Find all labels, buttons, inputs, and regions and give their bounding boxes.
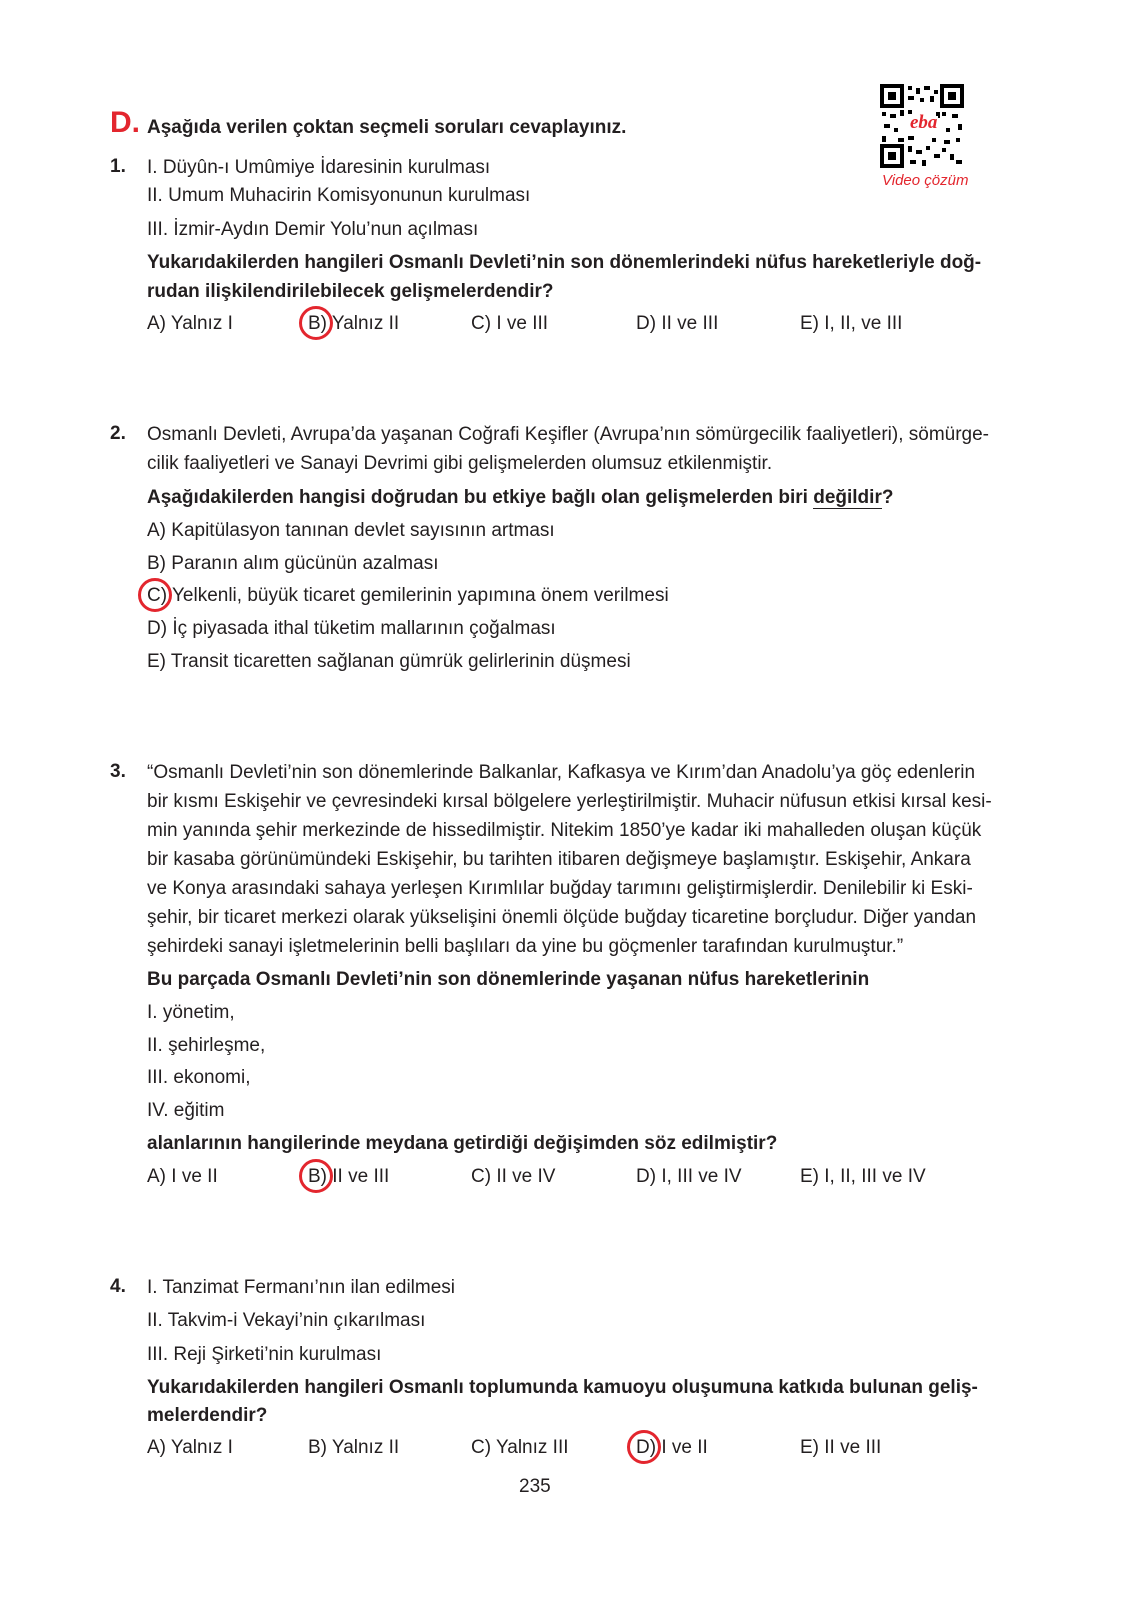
- qr-code[interactable]: [880, 84, 964, 168]
- q2-stem-end: ?: [881, 487, 894, 508]
- q1-answer-mark: [299, 306, 333, 340]
- q4-option-b[interactable]: B) Yalnız II: [308, 1437, 400, 1458]
- q3-option-b[interactable]: B) II ve III: [308, 1166, 390, 1187]
- video-solution-link[interactable]: Video çözüm: [882, 172, 969, 189]
- q3-stem-1: Bu parçada Osmanlı Devleti’nin son dönemlerinde yaşanan nüfus hareketlerinin: [147, 969, 870, 990]
- q3-option-e[interactable]: E) I, II, III ve IV: [800, 1166, 926, 1187]
- q1-stem-line-2: rudan ilişkilendirilebilecek gelişmelerdendir?: [147, 281, 554, 302]
- q3-item-3: III. ekonomi,: [147, 1067, 251, 1088]
- q3-option-c[interactable]: C) II ve IV: [471, 1166, 556, 1187]
- q3-passage-line-6: şehir, bir ticaret merkezi olarak yükselişini önemli ölçüde buğday ticaretine borçludur. Diğer yandan: [147, 907, 977, 928]
- question-1-number: 1.: [110, 156, 126, 177]
- q1-item-2: II. Umum Muhacirin Komisyonunun kurulması: [147, 185, 531, 206]
- q3-passage-line-1: “Osmanlı Devleti’nin son dönemlerinde Balkanlar, Kafkasya ve Kırım’dan Anadolu’ya göç edenlerin: [147, 762, 976, 783]
- q1-option-d[interactable]: D) II ve III: [636, 313, 719, 334]
- q3-item-2: II. şehirleşme,: [147, 1035, 266, 1056]
- q4-option-a[interactable]: A) Yalnız I: [147, 1437, 233, 1458]
- q2-option-c[interactable]: C) Yelkenli, büyük ticaret gemilerinin yapımına önem verilmesi: [147, 585, 669, 606]
- q1-option-a[interactable]: A) Yalnız I: [147, 313, 233, 334]
- q2-stem: [147, 486, 893, 510]
- q2-option-a[interactable]: A) Kapitülasyon tanınan devlet sayısının artması: [147, 520, 555, 541]
- q3-answer-mark: [299, 1159, 333, 1193]
- q2-text-line-2: cilik faaliyetleri ve Sanayi Devrimi gibi gelişmelerden olumsuz etkilenmiştir.: [147, 453, 773, 474]
- q2-option-b[interactable]: B) Paranın alım gücünün azalması: [147, 553, 439, 574]
- q4-answer-mark: [627, 1430, 661, 1464]
- q4-option-c[interactable]: C) Yalnız III: [471, 1437, 569, 1458]
- q2-text-line-1: Osmanlı Devleti, Avrupa’da yaşanan Coğrafi Keşifler (Avrupa’nın sömürgecilik faaliyetleri), sömürge-: [147, 424, 990, 445]
- q4-option-e[interactable]: E) II ve III: [800, 1437, 882, 1458]
- q2-stem-main: Aşağıdakilerden hangisi doğrudan bu etkiye bağlı olan gelişmelerden biri: [147, 487, 814, 508]
- question-4-number: 4.: [110, 1276, 126, 1297]
- q3-passage-line-5: ve Konya arasındaki sahaya yerleşen Kırımlılar buğday tarımını geliştirmişlerdir. Denilebilir ki Eski-: [147, 878, 973, 899]
- q1-item-3: III. İzmir-Aydın Demir Yolu’nun açılması: [147, 219, 479, 240]
- q1-stem-line-1: Yukarıdakilerden hangileri Osmanlı Devleti’nin son dönemlerindeki nüfus hareketleriyle doğ-: [147, 252, 982, 273]
- q3-passage-line-4: bir kasaba görünümündeki Eskişehir, bu tarihten itibaren değişmeye başlamıştır. Eskişehir, Ankara: [147, 849, 971, 870]
- q4-stem-line-2: melerdendir?: [147, 1405, 268, 1426]
- question-2-number: 2.: [110, 423, 126, 444]
- q1-option-b[interactable]: B) Yalnız II: [308, 313, 400, 334]
- question-3-number: 3.: [110, 761, 126, 782]
- q3-passage-line-3: min yanında şehir merkezinde de hissedilmiştir. Nitekim 1850’ye kadar iki mahalleden oluşan küçük: [147, 820, 982, 841]
- q3-option-d[interactable]: D) I, III ve IV: [636, 1166, 742, 1187]
- q2-option-d[interactable]: D) İç piyasada ithal tüketim mallarının çoğalması: [147, 618, 556, 639]
- q2-answer-mark: [138, 578, 172, 612]
- q3-passage-line-7: şehirdeki sanayi işletmelerinin belli başlıları da yine bu göçmenler tarafından kurulmuştur.”: [147, 936, 904, 957]
- q3-item-1: I. yönetim,: [147, 1002, 235, 1023]
- q1-option-e[interactable]: E) I, II, ve III: [800, 313, 903, 334]
- q2-option-e[interactable]: E) Transit ticaretten sağlanan gümrük gelirlerinin düşmesi: [147, 651, 631, 672]
- q3-passage-line-2: bir kısmı Eskişehir ve çevresindeki kırsal bölgelere yerleştirilmiştir. Muhacir nüfusun etkisi kırsal kesi-: [147, 791, 992, 812]
- q4-item-3: III. Reji Şirketi’nin kurulması: [147, 1344, 382, 1365]
- q1-option-c[interactable]: C) I ve III: [471, 313, 549, 334]
- page-number: 235: [519, 1476, 551, 1497]
- q1-item-1: I. Düyûn-ı Umûmiye İdaresinin kurulması: [147, 157, 491, 178]
- section-instruction: Aşağıda verilen çoktan seçmeli soruları cevaplayınız.: [147, 117, 627, 138]
- q2-stem-underlined: değildir: [813, 487, 882, 508]
- q4-option-d[interactable]: D) I ve II: [636, 1437, 708, 1458]
- eba-logo: eba: [910, 112, 938, 133]
- q4-stem-line-1: Yukarıdakilerden hangileri Osmanlı toplumunda kamuoyu oluşumuna katkıda bulunan geliş-: [147, 1377, 978, 1398]
- q3-option-a[interactable]: A) I ve II: [147, 1166, 218, 1187]
- q4-item-1: I. Tanzimat Fermanı’nın ilan edilmesi: [147, 1277, 455, 1298]
- section-letter: D.: [110, 106, 140, 139]
- q3-item-4: IV. eğitim: [147, 1100, 225, 1121]
- q4-item-2: II. Takvim-i Vekayi’nin çıkarılması: [147, 1310, 426, 1331]
- q3-stem-2: alanlarının hangilerinde meydana getirdiği değişimden söz edilmiştir?: [147, 1133, 778, 1154]
